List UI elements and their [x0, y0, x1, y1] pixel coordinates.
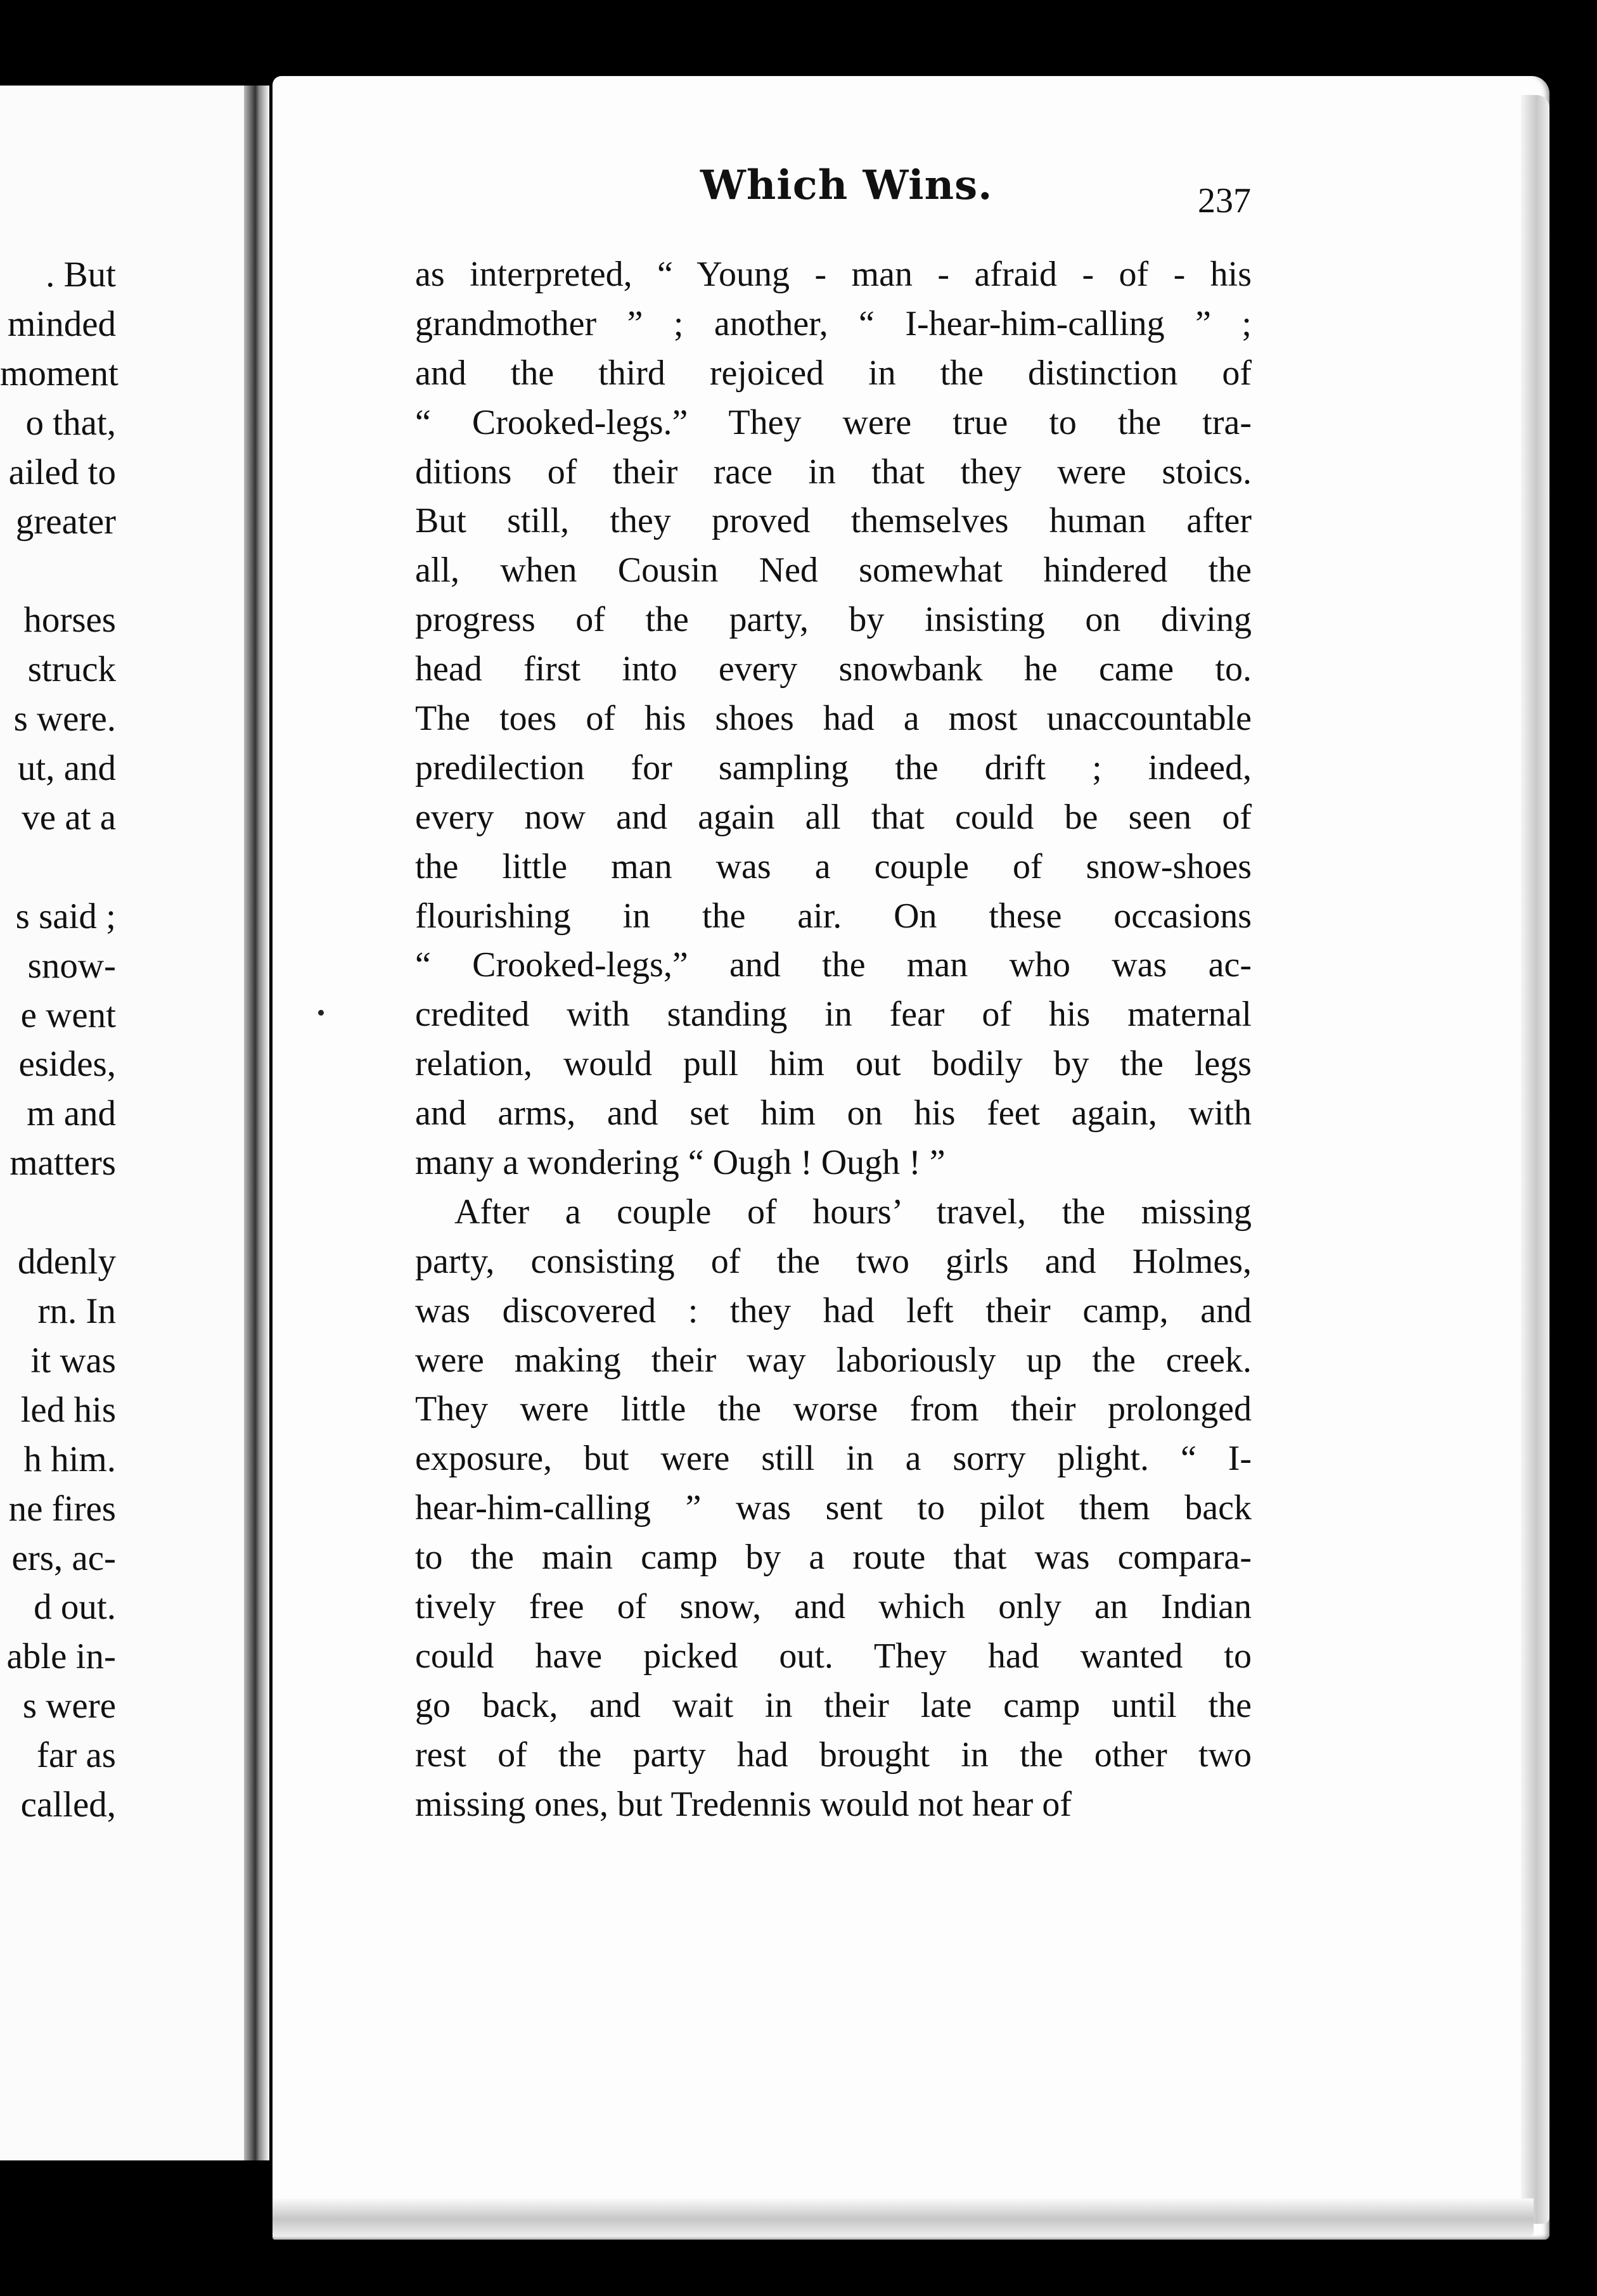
text-line: were making their way laboriously up the creek. — [415, 1340, 1252, 1380]
text-line: ditions of their race in that they were stoics. — [415, 452, 1252, 492]
left-page-line: led his — [20, 1389, 116, 1430]
text-line: credited with standing in fear of his maternal — [415, 995, 1252, 1035]
text-line: “ Crooked-legs,” and the man who was ac- — [415, 945, 1252, 985]
left-page-line: o that, — [25, 402, 116, 443]
body-text — [415, 250, 1252, 1830]
left-page-line — [0, 843, 116, 892]
text-line: flourishing in the air. On these occasions — [415, 896, 1252, 936]
text-line: all, when Cousin Ned somewhat hindered the — [415, 551, 1252, 590]
text-line: many a wondering “ Ough ! Ough ! ” — [415, 1143, 946, 1183]
margin-mark — [318, 1010, 324, 1016]
text-line: progress of the party, by insisting on diving — [415, 600, 1252, 640]
text-line: the little man was a couple of snow-shoes — [415, 846, 1252, 886]
left-page-line — [0, 1188, 116, 1237]
left-page-line: moment — [0, 353, 119, 393]
text-line: every now and again all that could be seen of — [415, 797, 1252, 837]
left-page-line: s were. — [13, 699, 116, 739]
left-page-line: far as — [37, 1735, 116, 1776]
left-page-line: it was — [30, 1340, 116, 1381]
left-page-line: able in- — [6, 1636, 116, 1677]
text-line: was discovered : they had left their camp, and — [415, 1291, 1252, 1330]
left-page-line: matters — [10, 1143, 116, 1183]
page-number: 237 — [1198, 181, 1251, 220]
left-page-line: d out. — [34, 1587, 116, 1628]
left-page-line: greater — [15, 501, 116, 542]
left-page-line: minded — [8, 303, 116, 344]
text-line: “ Crooked-legs.” They were true to the tra- — [415, 402, 1252, 442]
text-line: grandmother ” ; another, “ I-hear-him-calling ” ; — [415, 303, 1252, 343]
text-line: They were little the worse from their prolonged — [415, 1389, 1252, 1429]
left-page-line: horses — [23, 600, 116, 641]
text-line: as interpreted, “ Young - man - afraid - of - his — [415, 255, 1252, 294]
left-page-line: snow- — [27, 945, 116, 986]
left-page-line: s were — [22, 1686, 116, 1726]
text-line: hear-him-calling ” was sent to pilot them back — [415, 1488, 1252, 1528]
left-page-line: ut, and — [17, 748, 116, 789]
page-edge — [1521, 95, 1549, 2224]
left-page-line: s said ; — [15, 896, 116, 936]
text-line: go back, and wait in their late camp until the — [415, 1685, 1252, 1725]
left-page-line: esides, — [18, 1044, 116, 1085]
text-line: The toes of his shoes had a most unaccountable — [415, 699, 1252, 739]
left-page-line: ailed to — [8, 452, 116, 492]
text-line: head first into every snowbank he came to. — [415, 649, 1252, 689]
left-page-line: ve at a — [22, 797, 116, 838]
left-page-line: rn. In — [37, 1291, 116, 1331]
left-page-line: struck — [27, 649, 116, 690]
running-head: Which Wins. — [700, 162, 993, 209]
text-line: could have picked out. They had wanted to — [415, 1636, 1252, 1676]
left-page-line — [0, 546, 116, 596]
text-line: rest of the party had brought in the other two — [415, 1735, 1252, 1775]
left-page-line: called, — [20, 1785, 116, 1825]
left-page-line: m and — [27, 1094, 116, 1134]
left-page-line: ddenly — [17, 1242, 116, 1282]
text-line: But still, they proved themselves human after — [415, 501, 1252, 541]
text-line: to the main camp by a route that was compara- — [415, 1538, 1252, 1578]
page-bottom-edge — [273, 2198, 1534, 2236]
text-line: party, consisting of the two girls and Holmes, — [415, 1241, 1252, 1281]
text-line: exposure, but were still in a sorry plight. “ I- — [415, 1439, 1252, 1479]
text-line: predilection for sampling the drift ; indeed, — [415, 748, 1252, 788]
left-page-line: ne fires — [8, 1488, 116, 1529]
text-line: missing ones, but Tredennis would not hear of — [415, 1784, 1072, 1824]
text-line: tively free of snow, and which only an Indian — [415, 1587, 1252, 1627]
text-line: and arms, and set him on his feet again, with — [415, 1094, 1252, 1133]
left-page-line: e went — [20, 995, 116, 1035]
left-page-line: . But — [46, 255, 116, 295]
left-page-text — [0, 250, 119, 1830]
left-page-line: ers, ac- — [11, 1538, 116, 1578]
text-line: After a couple of hours’ travel, the missing — [454, 1192, 1252, 1232]
left-page-line: h him. — [23, 1439, 116, 1479]
text-line: and the third rejoiced in the distinction of — [415, 353, 1252, 393]
book-gutter — [244, 86, 269, 2160]
text-line: relation, would pull him out bodily by the legs — [415, 1044, 1252, 1084]
